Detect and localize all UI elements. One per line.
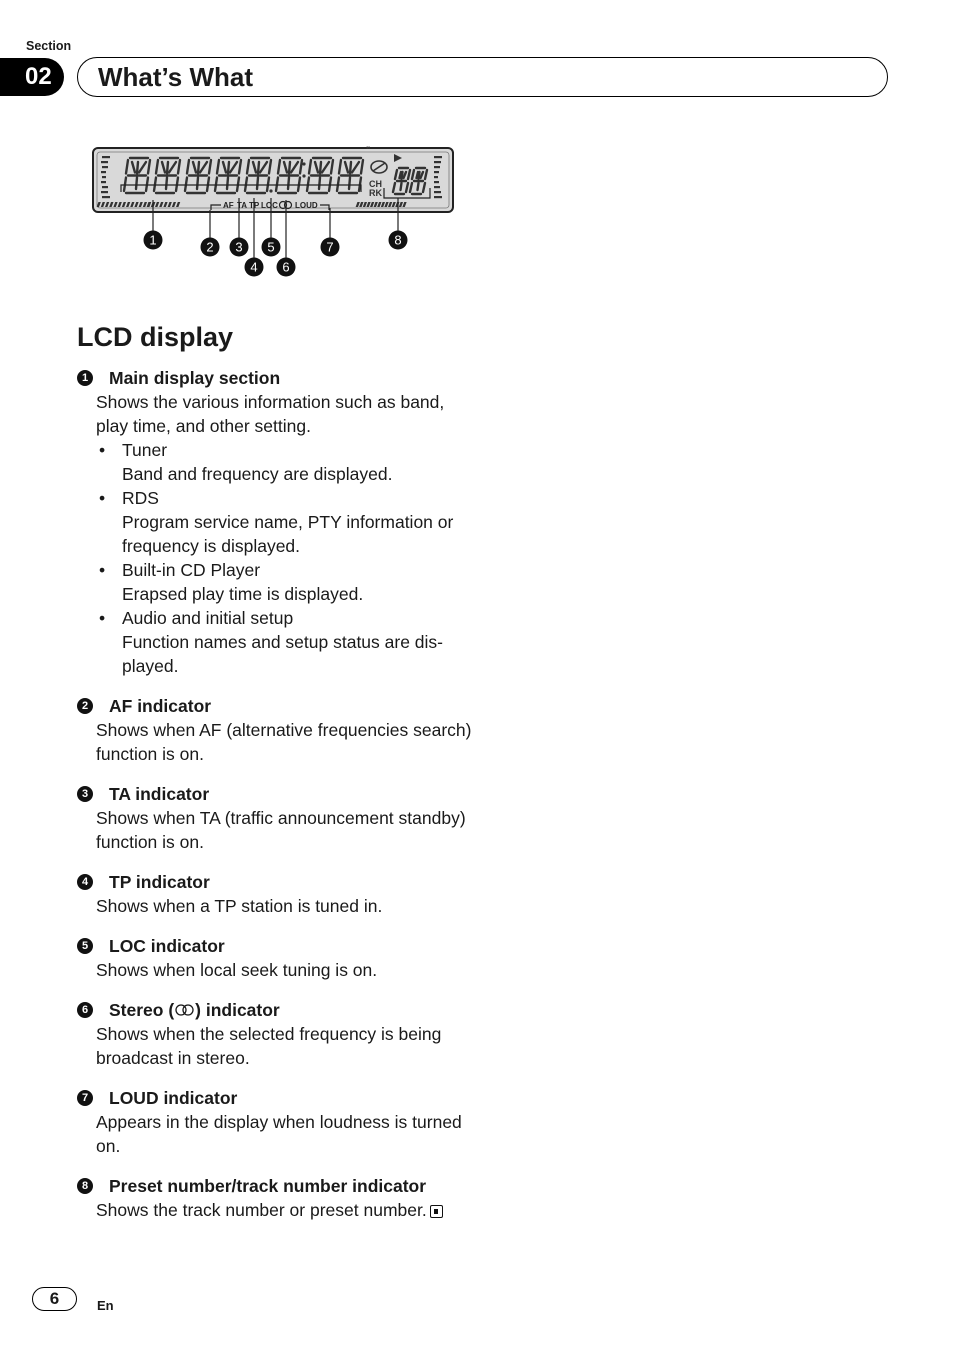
item-tp-indicator [77,870,477,918]
item-loud-indicator [77,1086,477,1158]
callout-number: 5 [267,239,275,255]
callout-marker [144,231,163,250]
bullet-description: Band and frequency are displayed. [122,464,393,484]
lcd-diagram [88,140,468,285]
section-number-tab [0,58,64,96]
channel-label-ch: CH [369,179,382,189]
item-title: LOUD indicator [109,1088,238,1108]
indicator-descriptions [77,366,477,1238]
callout-number: 4 [250,259,258,275]
item-stereo-indicator [77,998,477,1070]
bullet-item [96,558,477,606]
callout-marker [230,238,249,257]
item-number: 6 [77,1002,93,1018]
item-description: Shows when local seek tuning is on. [96,960,378,980]
stereo-icon [175,1004,194,1016]
callout-number: 3 [235,239,243,255]
item-title: Main display section [109,368,281,388]
callout-number: 2 [206,239,214,255]
page-title-box [77,57,888,97]
item-title: Preset number/track number indicator [109,1176,427,1196]
bullet-label: Tuner [122,440,168,460]
item-af-indicator [77,694,477,766]
bullet-description: Erapsed play time is displayed. [122,584,364,604]
callout-marker [321,238,340,257]
item-description: Shows when TA (traffic announcement standby) function is on. [96,808,466,852]
bullet-item [96,606,477,678]
lcd-display-figure [88,140,468,285]
item-description: Shows the track number or preset number. [96,1200,427,1220]
bullet-description: Program service name, PTY information or frequency is displayed. [122,512,454,556]
item-title-post: ) indicator [195,1000,280,1020]
callout-marker [277,258,296,277]
end-of-section-icon [430,1205,443,1218]
callout-number: 6 [282,259,290,275]
callout-number: 1 [149,232,157,248]
quote-mark: " [366,145,371,155]
bullet-label: RDS [122,488,159,508]
item-title: TA indicator [109,784,210,804]
bullet-item [96,486,477,558]
item-number: 3 [77,786,93,802]
item-ta-indicator [77,782,477,854]
callout-marker [389,231,408,250]
bullet-description: Function names and setup status are dis-played. [122,632,444,676]
item-title: AF indicator [109,696,212,716]
item-number: 2 [77,698,93,714]
bullet-list [96,438,477,678]
item-loc-indicator [77,934,477,982]
item-number: 4 [77,874,93,890]
channel-label-rk: RK [369,188,382,198]
bullet-item [96,438,477,486]
item-number: 7 [77,1090,93,1106]
indicator-loud-label: LOUD [295,201,318,210]
item-description: Shows the various information such as band, play time, and other setting. [96,392,445,436]
callout-marker [262,238,281,257]
item-preset-track-indicator [77,1174,477,1222]
item-number: 8 [77,1178,93,1194]
item-description: Appears in the display when loudness is turned on. [96,1112,462,1156]
item-main-display-section [77,366,477,678]
indicator-loc-label: LOC [261,201,278,210]
indicator-labels [211,201,329,210]
indicator-tp-label: TP [249,201,260,210]
indicator-af-label: AF [223,201,234,210]
section-heading: LCD display [77,322,234,352]
page-title: What’s What [98,61,254,92]
callout-marker [201,238,220,257]
language-label: En [97,1298,114,1313]
section-label: Section [26,39,72,53]
item-title: TP indicator [109,872,210,892]
item-title: LOC indicator [109,936,225,956]
item-number: 5 [77,938,93,954]
section-number: 02 [25,63,52,90]
callout-number: 8 [394,232,402,248]
item-title-pre: Stereo ( [109,1000,175,1020]
callout-markers [144,231,408,277]
bullet-label: Built-in CD Player [122,560,261,580]
bullet-label: Audio and initial setup [122,608,294,628]
item-number: 1 [77,370,93,386]
item-description: Shows when a TP station is tuned in. [96,896,383,916]
item-description: Shows when AF (alternative frequencies search) function is on. [96,720,472,764]
callout-marker [245,258,264,277]
item-description: Shows when the selected frequency is being broadcast in stereo. [96,1024,442,1068]
indicator-ta-label: TA [237,201,248,210]
page-number: 6 [32,1287,77,1311]
callout-number: 7 [326,239,334,255]
